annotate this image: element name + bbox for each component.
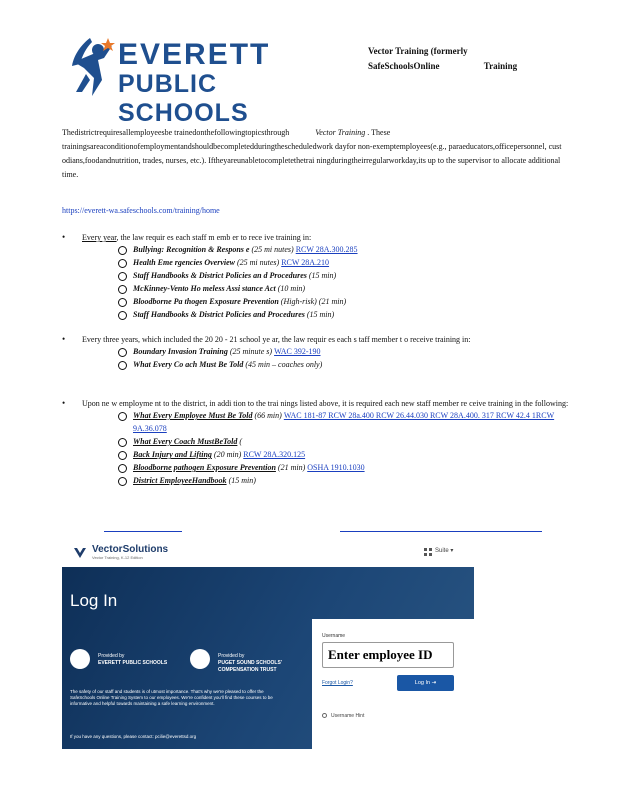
contact-text: If you have any questions, please contact: pcilie@everettsd.org xyxy=(70,734,197,739)
intro-vector: Vector Training xyxy=(315,128,366,137)
rcw-link[interactable]: RCW 28A.320.125 xyxy=(243,450,306,459)
list-item: Bloodborne Pa thogen Exposure Prevention (High-risk) (21 min) xyxy=(118,295,572,308)
intro-text2: . These trainingsareaconditionofemploymentandshouldbecompletedduringthescheduledwork dayfor non-exemptemployees(e.g., paraeducators,officepersonnel, cust odians,foodandnutrition, trades, nurses, etc.). Iftheyareunabletocompletethetrai ningduringtheirregularworkday,its up to the supervisor to allocate additional time. xyxy=(62,128,562,179)
login-panel xyxy=(312,619,474,749)
username-hint[interactable]: Username Hint xyxy=(322,713,364,719)
training-url-link[interactable]: https://everett-wa.safeschools.com/training/home xyxy=(62,206,220,215)
forgot-login-link[interactable]: Forgot Login? xyxy=(322,680,353,686)
list-item: What Every Co ach Must Be Told (45 min – coaches only) xyxy=(118,358,572,371)
section-every-year xyxy=(62,232,572,321)
logo-line2: PUBLIC SCHOOLS xyxy=(118,70,249,127)
list-item: Health Eme rgencies Overview (25 mi nutes) RCW 28A.210 xyxy=(118,256,572,269)
login-button[interactable]: Log In ⇥ xyxy=(397,675,454,691)
district-logo xyxy=(68,34,328,127)
upon-employment-list xyxy=(118,409,572,487)
divider xyxy=(104,531,182,532)
list-item: Boundary Invasion Training (25 minute s) WAC 392-190 xyxy=(118,345,572,358)
intro-paragraph xyxy=(62,126,562,182)
section-upon-employment xyxy=(62,398,572,487)
three-years-list xyxy=(118,345,572,371)
rcw-link[interactable]: RCW 28A.210 xyxy=(281,258,330,267)
header-line1: Vector Training (formerly xyxy=(368,46,468,56)
header-line2 xyxy=(368,59,568,74)
suite-menu[interactable]: Suite ▾ xyxy=(435,548,454,554)
vector-mark-icon xyxy=(72,544,88,560)
rcw-link[interactable]: WAC 181-87 RCW 28a.400 RCW 26.44.030 RCW 28A.400. 317 RCW 42.4 1RCW 9A.36.078 xyxy=(133,411,555,433)
list-item: What Every Coach MustBeTold ( xyxy=(118,435,572,448)
logo-line1: EVERETT xyxy=(118,38,271,71)
intro-text1: Thedistrictrequiresallemployeesbe trainedonthefollowingtopicsthrough xyxy=(62,128,290,137)
osha-link[interactable]: OSHA 1910.1030 xyxy=(307,463,365,472)
list-item: Bloodborne pathogen Exposure Prevention (21 min) OSHA 1910.1030 xyxy=(118,461,572,474)
upon-employment-lead: Upon ne w employme nt to the district, in addi tion to the trai nings listed above, it is required each new staff member re ceive training in the following: xyxy=(82,399,569,408)
list-item: District EmployeeHandbook (15 min) xyxy=(118,474,572,487)
header-line2-a: SafeSchoolsOnline xyxy=(368,61,440,71)
vector-solutions-logo xyxy=(72,544,169,562)
wac-link[interactable]: WAC 392-190 xyxy=(274,347,321,356)
login-topbar xyxy=(62,537,474,567)
star-figure-icon xyxy=(68,34,120,102)
username-label: Username xyxy=(322,633,346,639)
district-seal-icon xyxy=(70,649,90,669)
document-header xyxy=(368,44,568,74)
username-input[interactable]: Enter employee ID xyxy=(322,642,454,668)
list-item: What Every Employee Must Be Told (66 min) WAC 181-87 RCW 28a.400 RCW 26.44.030 RCW 28A.400. 317 RCW 42.4 1RCW 9A.36.078 xyxy=(118,409,572,435)
help-icon xyxy=(322,713,327,718)
list-item: Back Injury and Lifting (20 min) RCW 28A.320.125 xyxy=(118,448,572,461)
provider-district: Provided by EVERETT PUBLIC SCHOOLS xyxy=(70,649,190,675)
divider xyxy=(340,531,542,532)
every-year-lead-b: , the law requir es each staff m emb er to rece ive training in: xyxy=(116,233,312,242)
grid-icon xyxy=(424,548,432,556)
bullet-icon: • xyxy=(62,334,66,344)
list-item: Bullying: Recognition & Respons e (25 mi nutes) RCW 28A.300.285 xyxy=(118,243,572,256)
bullet-icon: • xyxy=(62,232,66,242)
provider-trust: Provided by PUGET SOUND SCHOOLS' COMPENSATION TRUST xyxy=(190,649,310,675)
bullet-icon: • xyxy=(62,398,66,408)
every-year-lead-a: Every year xyxy=(82,233,117,242)
rcw-link[interactable]: RCW 28A.300.285 xyxy=(295,245,358,254)
brand-sub: Vector Training, K-12 Edition xyxy=(92,555,143,560)
section-three-years xyxy=(62,334,572,371)
header-line2-b: Training xyxy=(483,61,518,71)
login-title: Log In xyxy=(70,591,118,610)
list-item: Staff Handbooks & District Policies and Procedures (15 min) xyxy=(118,308,572,321)
every-year-list xyxy=(118,243,572,321)
trust-seal-icon xyxy=(190,649,210,669)
safety-message: The safety of our staff and students is of utmost importance. That's why we're pleased to offer the SafeSchools Online Training System to our employees. We're confident you'll find these courses to be informative and helpful towards maintaining a safe learning environment. xyxy=(70,689,273,706)
login-screenshot xyxy=(62,537,474,749)
list-item: Staff Handbooks & District Policies an d Procedures (15 min) xyxy=(118,269,572,282)
list-item: McKinney-Vento Ho meless Assi stance Act (10 min) xyxy=(118,282,572,295)
three-years-lead: Every three years, which included the 20 20 - 21 school ye ar, the law requir es each s taff member t o receive training in: xyxy=(82,335,471,344)
login-arrow-icon: ⇥ xyxy=(431,680,437,686)
brand-name: VectorSolutions xyxy=(92,544,169,555)
